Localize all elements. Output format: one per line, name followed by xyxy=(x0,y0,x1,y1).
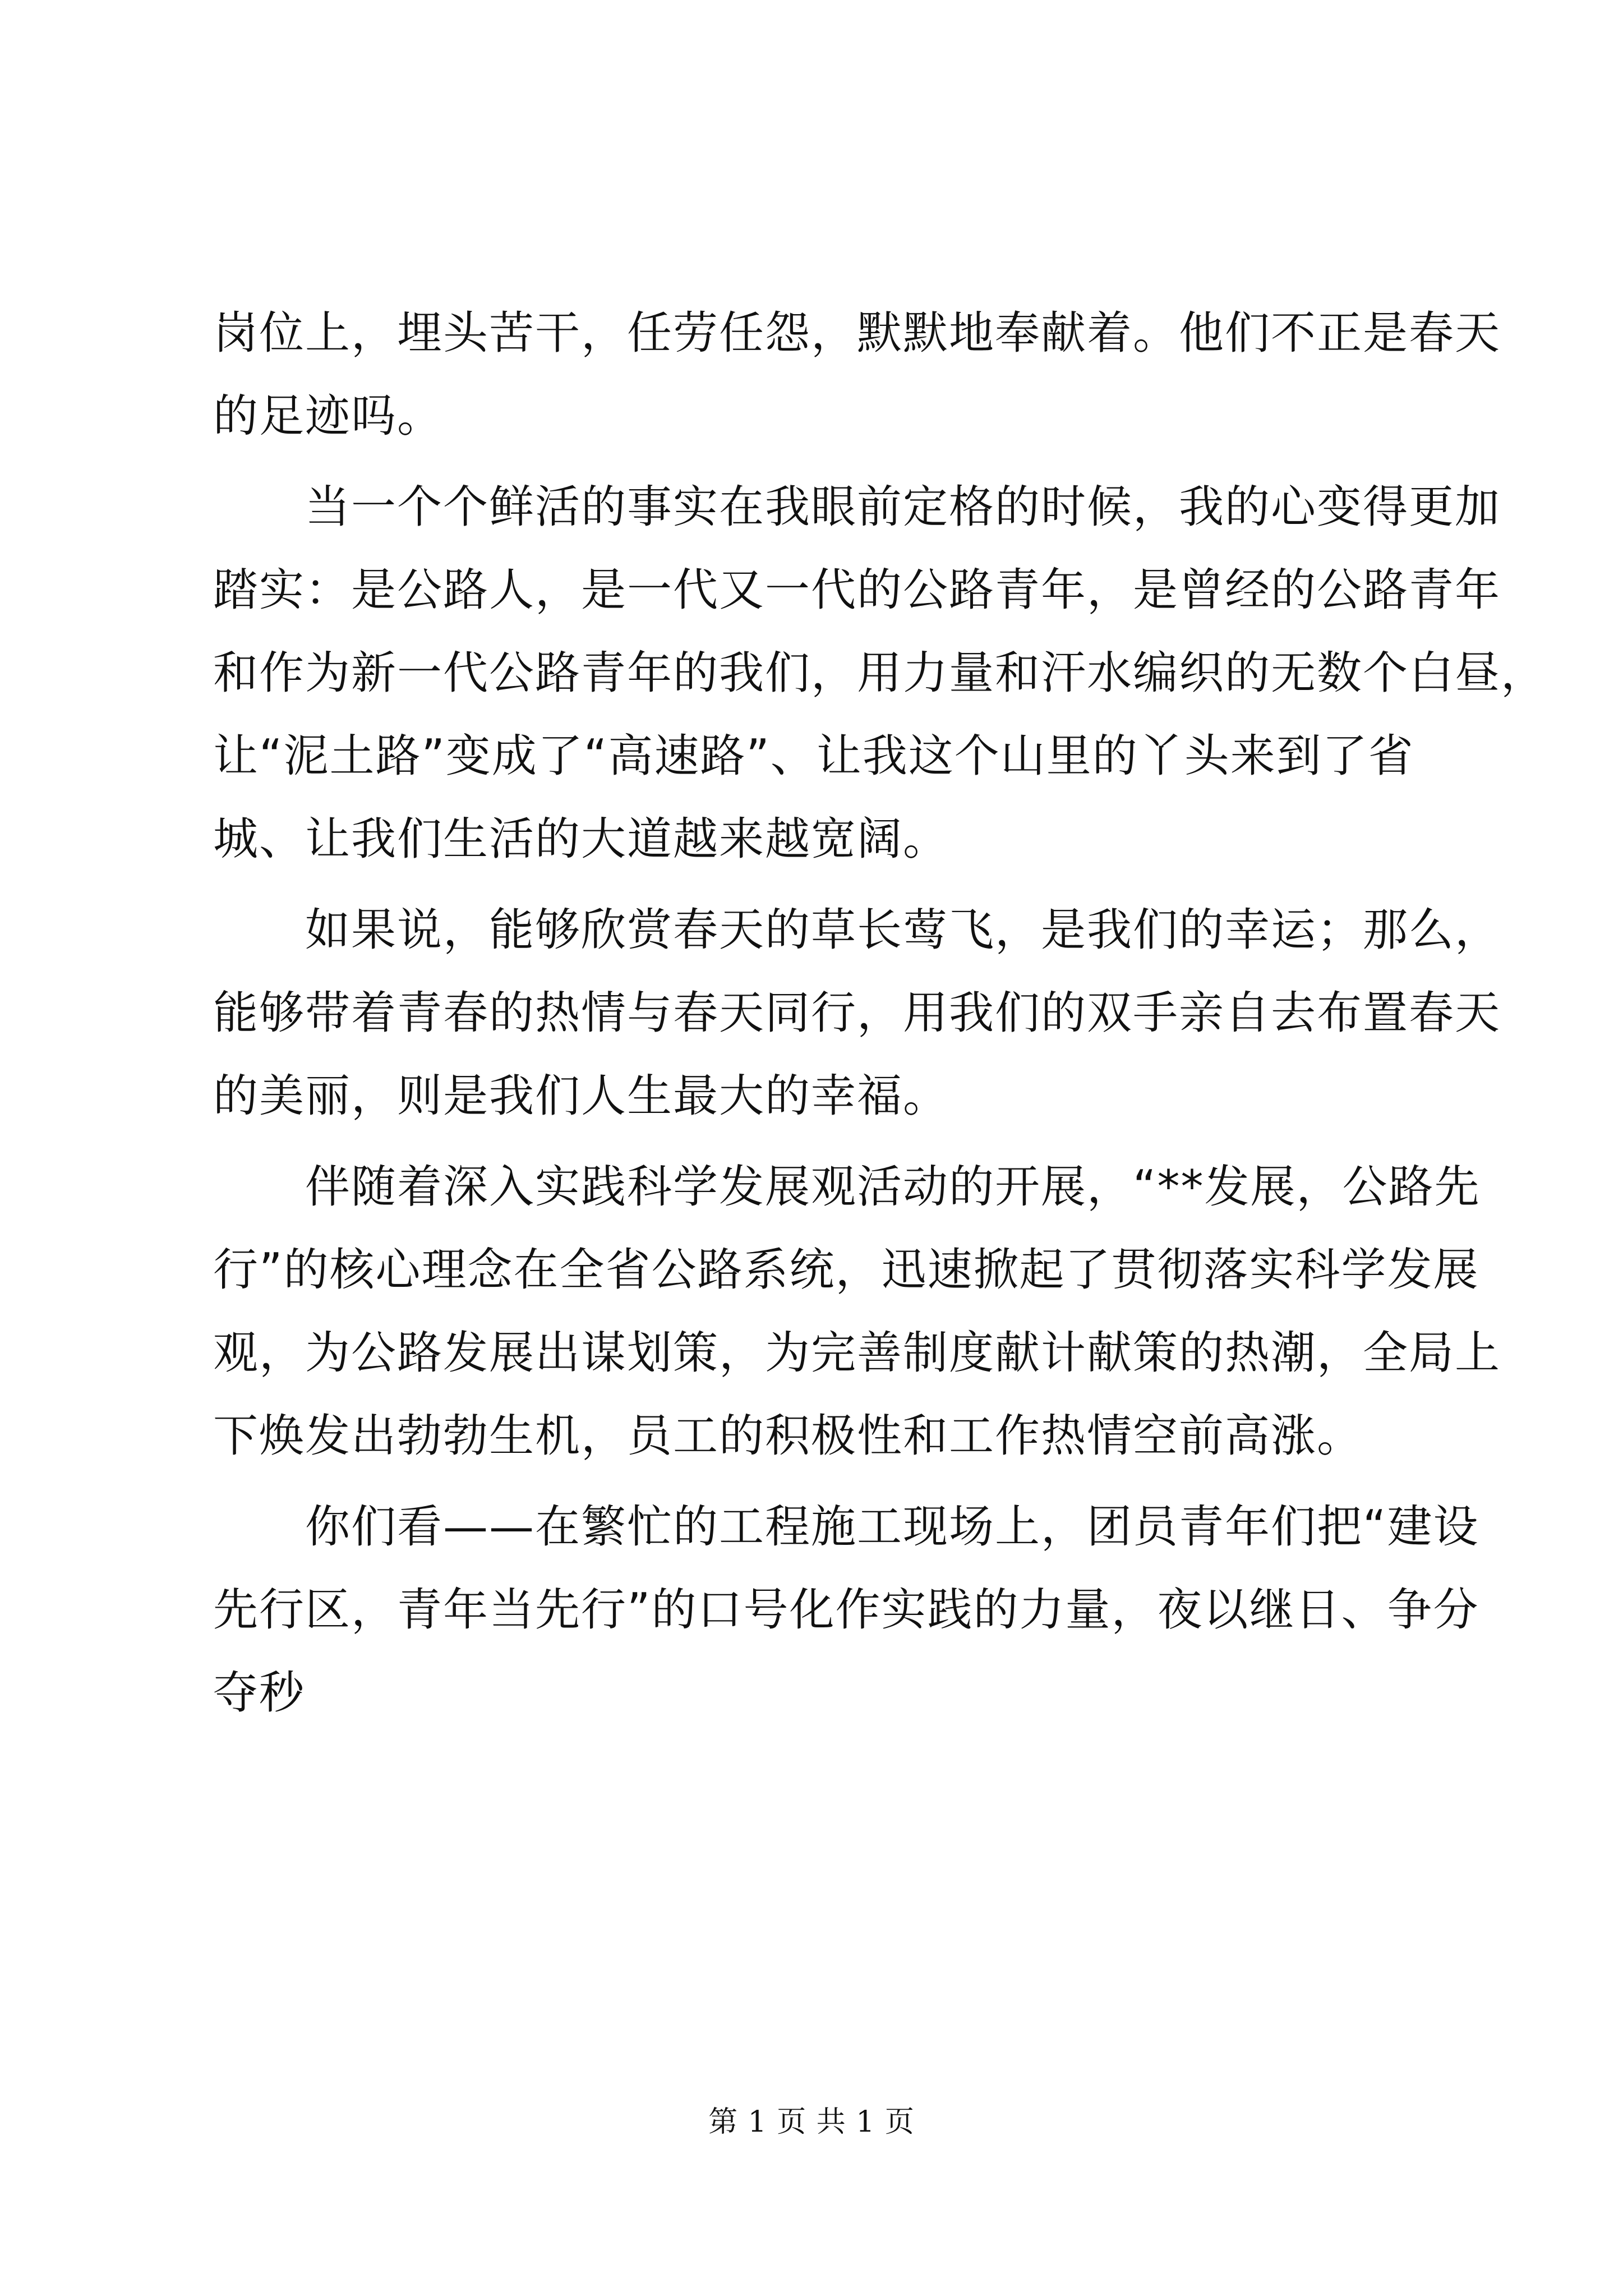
text-line: 行”的核心理念在全省公路系统，迅速掀起了贯彻落实科学发展 xyxy=(213,1244,1479,1296)
document-body xyxy=(213,292,1547,1734)
text-line: 伴随着深入实践科学发展观活动的开展，“**发展，公路先 xyxy=(305,1161,1481,1213)
paragraph-4 xyxy=(213,1145,1501,1478)
text-line: 让“泥土路”变成了“高速路”、让我这个山里的丫头来到了省 xyxy=(213,730,1414,782)
text-line: 先行区，青年当先行”的口号化作实践的力量，夜以继日、争分 xyxy=(213,1584,1479,1636)
text-line: 岗位上，埋头苦干，任劳任怨，默默地奉献着。他们不正是春天 xyxy=(213,307,1501,359)
paragraph-2 xyxy=(213,466,1547,881)
text-line: 下焕发出勃勃生机，员工的积极性和工作热情空前高涨。 xyxy=(213,1410,1363,1462)
text-line: 能够带着青春的热情与春天同行，用我们的双手亲自去布置春天 xyxy=(213,987,1501,1039)
text-line: 的美丽，则是我们人生最大的幸福。 xyxy=(213,1070,949,1122)
text-line: 的足迹吗。 xyxy=(213,390,443,442)
text-line: 如果说，能够欣赏春天的草长莺飞，是我们的幸运；那么， xyxy=(305,904,1501,956)
page-footer: 第 1 页 共 1 页 xyxy=(708,2105,915,2139)
text-line: 你们看——在繁忙的工程施工现场上，团员青年们把“建设 xyxy=(305,1501,1479,1553)
text-line: 当一个个鲜活的事实在我眼前定格的时候，我的心变得更加 xyxy=(305,481,1501,533)
text-line: 夺秒 xyxy=(213,1667,305,1719)
text-line: 和作为新一代公路青年的我们，用力量和汗水编织的无数个白昼， xyxy=(213,647,1547,699)
paragraph-3 xyxy=(213,889,1501,1138)
paragraph-1 xyxy=(213,292,1501,458)
text-line: 观，为公路发展出谋划策，为完善制度献计献策的热潮，全局上 xyxy=(213,1327,1501,1379)
paragraph-5 xyxy=(213,1485,1479,1734)
text-line: 踏实：是公路人，是一代又一代的公路青年，是曾经的公路青年 xyxy=(213,564,1501,616)
text-line: 城、让我们生活的大道越来越宽阔。 xyxy=(213,813,949,865)
